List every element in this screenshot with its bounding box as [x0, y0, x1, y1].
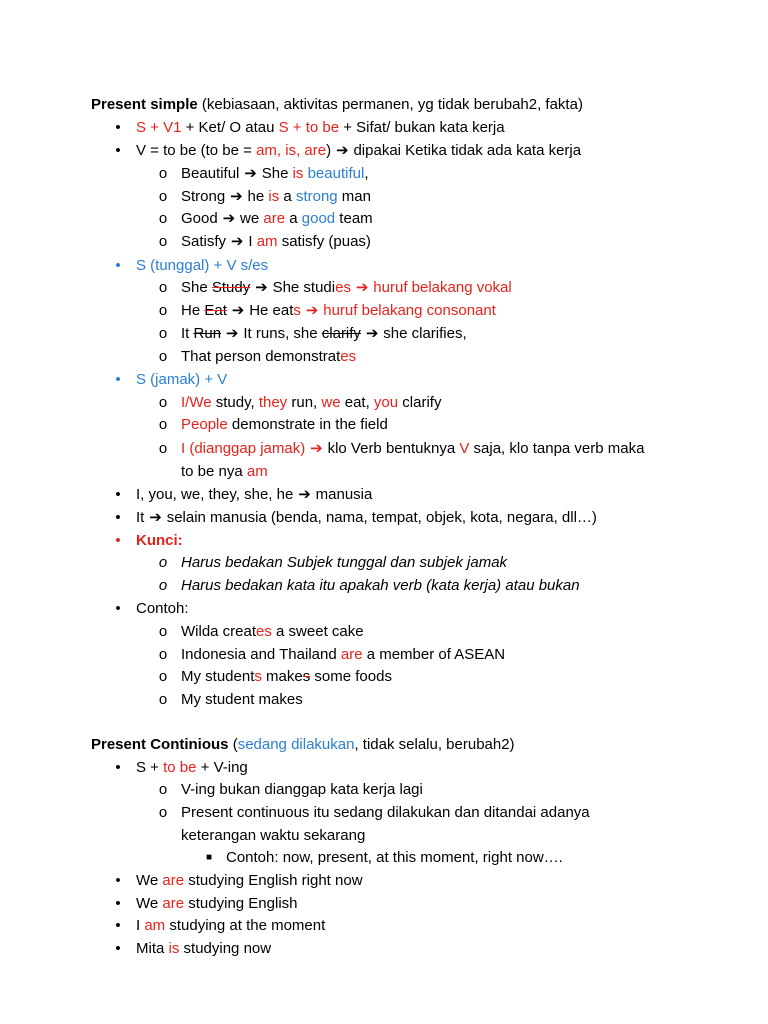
- plain-text: study,: [211, 394, 259, 411]
- plain-text: He: [181, 302, 205, 319]
- plain-text: demonstrate in the field: [227, 416, 388, 433]
- plain-text: , tidak selalu, berubah2): [354, 736, 515, 753]
- highlight-text: I/We: [181, 394, 212, 411]
- highlight-text: you: [373, 394, 399, 411]
- plain-text: he: [247, 188, 269, 205]
- highlight-text: s: [293, 302, 301, 319]
- note-line-continuation: keterangan waktu sekarang: [181, 827, 366, 844]
- bullet-icon: •: [115, 371, 121, 388]
- plain-text: saja, klo tanpa verb maka: [469, 440, 645, 457]
- bullet-icon: •: [115, 895, 121, 912]
- kunci-label: Kunci:: [136, 532, 183, 549]
- right-arrow-icon: ➔: [336, 142, 349, 159]
- highlight-text: People: [181, 416, 228, 433]
- right-arrow-icon: ➔: [231, 302, 245, 319]
- plain-text: It: [181, 325, 194, 342]
- plain-text: I, you, we, they, she, he: [136, 486, 294, 503]
- section-title: Present Continious: [91, 736, 229, 753]
- example-line: [136, 916, 325, 936]
- circle-bullet-icon: o: [158, 646, 168, 663]
- bullet-icon: •: [115, 940, 121, 957]
- right-arrow-icon: ➔: [255, 279, 268, 296]
- highlight-text: es: [256, 623, 272, 640]
- right-arrow-icon: ➔: [365, 325, 379, 342]
- circle-bullet-icon: o: [158, 668, 168, 685]
- plain-text: selain manusia (benda, nama, tempat, objek, kota, negara, dll…): [166, 509, 597, 526]
- bullet-icon: •: [115, 759, 121, 776]
- plain-text: + Ket/ O atau: [181, 119, 279, 136]
- plain-text: dipakai Ketika tidak ada kata kerja: [353, 142, 582, 159]
- plain-text: She: [181, 279, 212, 296]
- example-line: [181, 324, 467, 344]
- circle-bullet-icon: o: [158, 348, 168, 365]
- plain-text: Good: [181, 210, 218, 227]
- circle-bullet-icon: o: [158, 781, 168, 798]
- present-continuous-heading: [91, 735, 515, 755]
- struck-text: Run: [193, 325, 222, 342]
- circle-bullet-icon: o: [158, 554, 168, 571]
- right-arrow-icon: ➔: [298, 486, 311, 503]
- highlight-text: huruf belakang consonant: [323, 302, 496, 319]
- highlight-text: am: [256, 233, 278, 250]
- highlight-text: are: [263, 210, 286, 227]
- bullet-icon: •: [115, 532, 121, 549]
- formula-text: S + to be: [278, 119, 340, 136]
- rule-line: [136, 508, 597, 528]
- highlight-text: is: [268, 188, 280, 205]
- highlight-text: to be: [163, 759, 197, 776]
- example-line: [181, 393, 441, 413]
- highlight-text: we: [321, 394, 341, 411]
- plain-text: manusia: [315, 486, 373, 503]
- plain-text: It runs, she: [243, 325, 322, 342]
- kunci-item: Harus bedakan Subjek tunggal dan subjek jamak: [181, 554, 508, 571]
- circle-bullet-icon: o: [158, 804, 168, 821]
- plain-text: a member of ASEAN: [362, 646, 506, 663]
- bullet-icon: •: [115, 119, 121, 136]
- circle-bullet-icon: o: [158, 394, 168, 411]
- plain-text: She studi: [272, 279, 336, 296]
- plain-text: (: [232, 736, 238, 753]
- circle-bullet-icon: o: [158, 440, 168, 457]
- plain-text: ,: [364, 165, 369, 182]
- present-simple-heading: [91, 95, 583, 115]
- circle-bullet-icon: o: [158, 577, 168, 594]
- right-arrow-icon: ➔: [305, 302, 319, 319]
- struck-text: clarify: [321, 325, 361, 342]
- plain-text: run,: [287, 394, 322, 411]
- plain-text: klo Verb bentuknya: [327, 440, 460, 457]
- plain-text: she clarifies,: [383, 325, 467, 342]
- plain-text: Indonesia and Thailand: [181, 646, 341, 663]
- circle-bullet-icon: o: [158, 325, 168, 342]
- right-arrow-icon: ➔: [225, 325, 239, 342]
- plain-text: She: [261, 165, 293, 182]
- highlight-text: V: [459, 440, 470, 457]
- right-arrow-icon: ➔: [222, 210, 236, 227]
- highlight-text: is: [168, 940, 180, 957]
- rule-line: [136, 758, 248, 778]
- example-line: [181, 347, 356, 367]
- right-arrow-icon: ➔: [355, 279, 369, 296]
- highlight-text: huruf belakang vokal: [373, 279, 512, 296]
- highlight-text: are: [340, 646, 363, 663]
- note-line: V-ing bukan dianggap kata kerja lagi: [181, 781, 423, 798]
- right-arrow-icon: ➔: [244, 165, 257, 182]
- example-line: [181, 164, 368, 184]
- plain-text: a: [279, 188, 296, 205]
- bullet-icon: •: [115, 142, 121, 159]
- highlight-text: I (dianggap jamak): [181, 440, 306, 457]
- plain-text: a: [285, 210, 302, 227]
- example-line: [181, 667, 392, 687]
- example-line: My student makes: [181, 691, 303, 708]
- plain-text: studying English: [184, 895, 298, 912]
- plain-text: ): [326, 142, 332, 159]
- struck-text: Study: [211, 279, 251, 296]
- highlight-text: they: [258, 394, 288, 411]
- note-line: Present continuous itu sedang dilakukan dan ditandai adanya: [181, 804, 590, 821]
- rule-tunggal: S (tunggal) + V s/es: [136, 257, 269, 274]
- example-line: [181, 278, 512, 298]
- plain-text: Wilda creat: [181, 623, 257, 640]
- highlight-text: am, is, are: [256, 142, 327, 159]
- right-arrow-icon: ➔: [310, 440, 323, 457]
- rule-line: [136, 485, 372, 505]
- plain-text: Mita: [136, 940, 169, 957]
- blue-text: good: [301, 210, 336, 227]
- example-line: [181, 645, 505, 665]
- highlight-text: es: [340, 348, 357, 365]
- plain-text: My student: [181, 668, 255, 685]
- circle-bullet-icon: o: [158, 165, 168, 182]
- example-line: [181, 415, 388, 435]
- plain-text: I: [248, 233, 257, 250]
- plain-text: some foods: [310, 668, 392, 685]
- struck-text: s: [302, 668, 311, 685]
- struck-text: Eat: [204, 302, 227, 319]
- circle-bullet-icon: o: [158, 691, 168, 708]
- highlight-text: s: [254, 668, 262, 685]
- example-line: [181, 622, 364, 642]
- plain-text: clarify: [398, 394, 442, 411]
- bullet-icon: •: [115, 257, 121, 274]
- plain-text: studying now: [179, 940, 272, 957]
- circle-bullet-icon: o: [158, 233, 168, 250]
- plain-text: S +: [136, 759, 164, 776]
- right-arrow-icon: ➔: [149, 509, 162, 526]
- plain-text: to be nya: [181, 463, 247, 480]
- highlight-text: am: [246, 463, 268, 480]
- right-arrow-icon: ➔: [230, 188, 243, 205]
- plain-text: We: [136, 895, 163, 912]
- highlight-text: are: [162, 895, 185, 912]
- rule-line: [136, 141, 581, 161]
- blue-text: strong: [295, 188, 338, 205]
- highlight-text: are: [162, 872, 185, 889]
- plain-text: studying English right now: [184, 872, 363, 889]
- example-line: [181, 232, 371, 252]
- bullet-icon: •: [115, 509, 121, 526]
- plain-text: a sweet cake: [271, 623, 364, 640]
- example-line: [181, 301, 496, 321]
- circle-bullet-icon: o: [158, 188, 168, 205]
- highlight-text: is: [292, 165, 304, 182]
- right-arrow-icon: ➔: [230, 233, 244, 250]
- example-line: [181, 187, 371, 207]
- circle-bullet-icon: o: [158, 210, 168, 227]
- example-line-continuation: [181, 462, 268, 482]
- plain-text: Strong: [181, 188, 226, 205]
- example-line: [136, 894, 298, 914]
- blue-text: sedang dilakukan: [237, 736, 355, 753]
- circle-bullet-icon: o: [158, 302, 168, 319]
- plain-text: That person demonstrat: [181, 348, 341, 365]
- note-sub-line: Contoh: now, present, at this moment, right now….: [226, 849, 563, 866]
- bullet-icon: •: [115, 872, 121, 889]
- bullet-icon: •: [115, 600, 121, 617]
- plain-text: We: [136, 872, 163, 889]
- contoh-label: Contoh:: [136, 600, 189, 617]
- plain-text: I: [136, 917, 145, 934]
- circle-bullet-icon: o: [158, 623, 168, 640]
- example-line: [136, 939, 271, 959]
- circle-bullet-icon: o: [158, 279, 168, 296]
- plain-text: man: [337, 188, 371, 205]
- bullet-icon: •: [115, 917, 121, 934]
- circle-bullet-icon: o: [158, 416, 168, 433]
- plain-text: Satisfy: [181, 233, 227, 250]
- highlight-text: am: [144, 917, 166, 934]
- plain-text: studying at the moment: [165, 917, 326, 934]
- plain-text: team: [335, 210, 373, 227]
- plain-text: make: [261, 668, 303, 685]
- plain-text: + V-ing: [196, 759, 248, 776]
- plain-text: It: [136, 509, 145, 526]
- section-description: (kebiasaan, aktivitas permanen, yg tidak berubah2, fakta): [201, 96, 583, 113]
- example-line: [136, 871, 363, 891]
- section-title: Present simple: [91, 96, 198, 113]
- highlight-text: es: [335, 279, 351, 296]
- plain-text: we: [240, 210, 264, 227]
- example-line: [181, 439, 644, 459]
- rule-jamak: S (jamak) + V: [136, 371, 228, 388]
- blue-text: beautiful: [307, 165, 365, 182]
- plain-text: + Sifat/ bukan kata kerja: [339, 119, 505, 136]
- plain-text: satisfy (puas): [277, 233, 371, 250]
- plain-text: V = to be (to be =: [136, 142, 257, 159]
- example-line: [181, 209, 373, 229]
- plain-text: He eat: [249, 302, 294, 319]
- square-bullet-icon: ■: [205, 852, 213, 863]
- kunci-item: Harus bedakan kata itu apakah verb (kata kerja) atau bukan: [181, 577, 580, 594]
- plain-text: eat,: [340, 394, 374, 411]
- bullet-icon: •: [115, 486, 121, 503]
- formula-text: S + V1: [136, 119, 182, 136]
- plain-text: Beautiful: [181, 165, 240, 182]
- rule-line: [136, 118, 505, 138]
